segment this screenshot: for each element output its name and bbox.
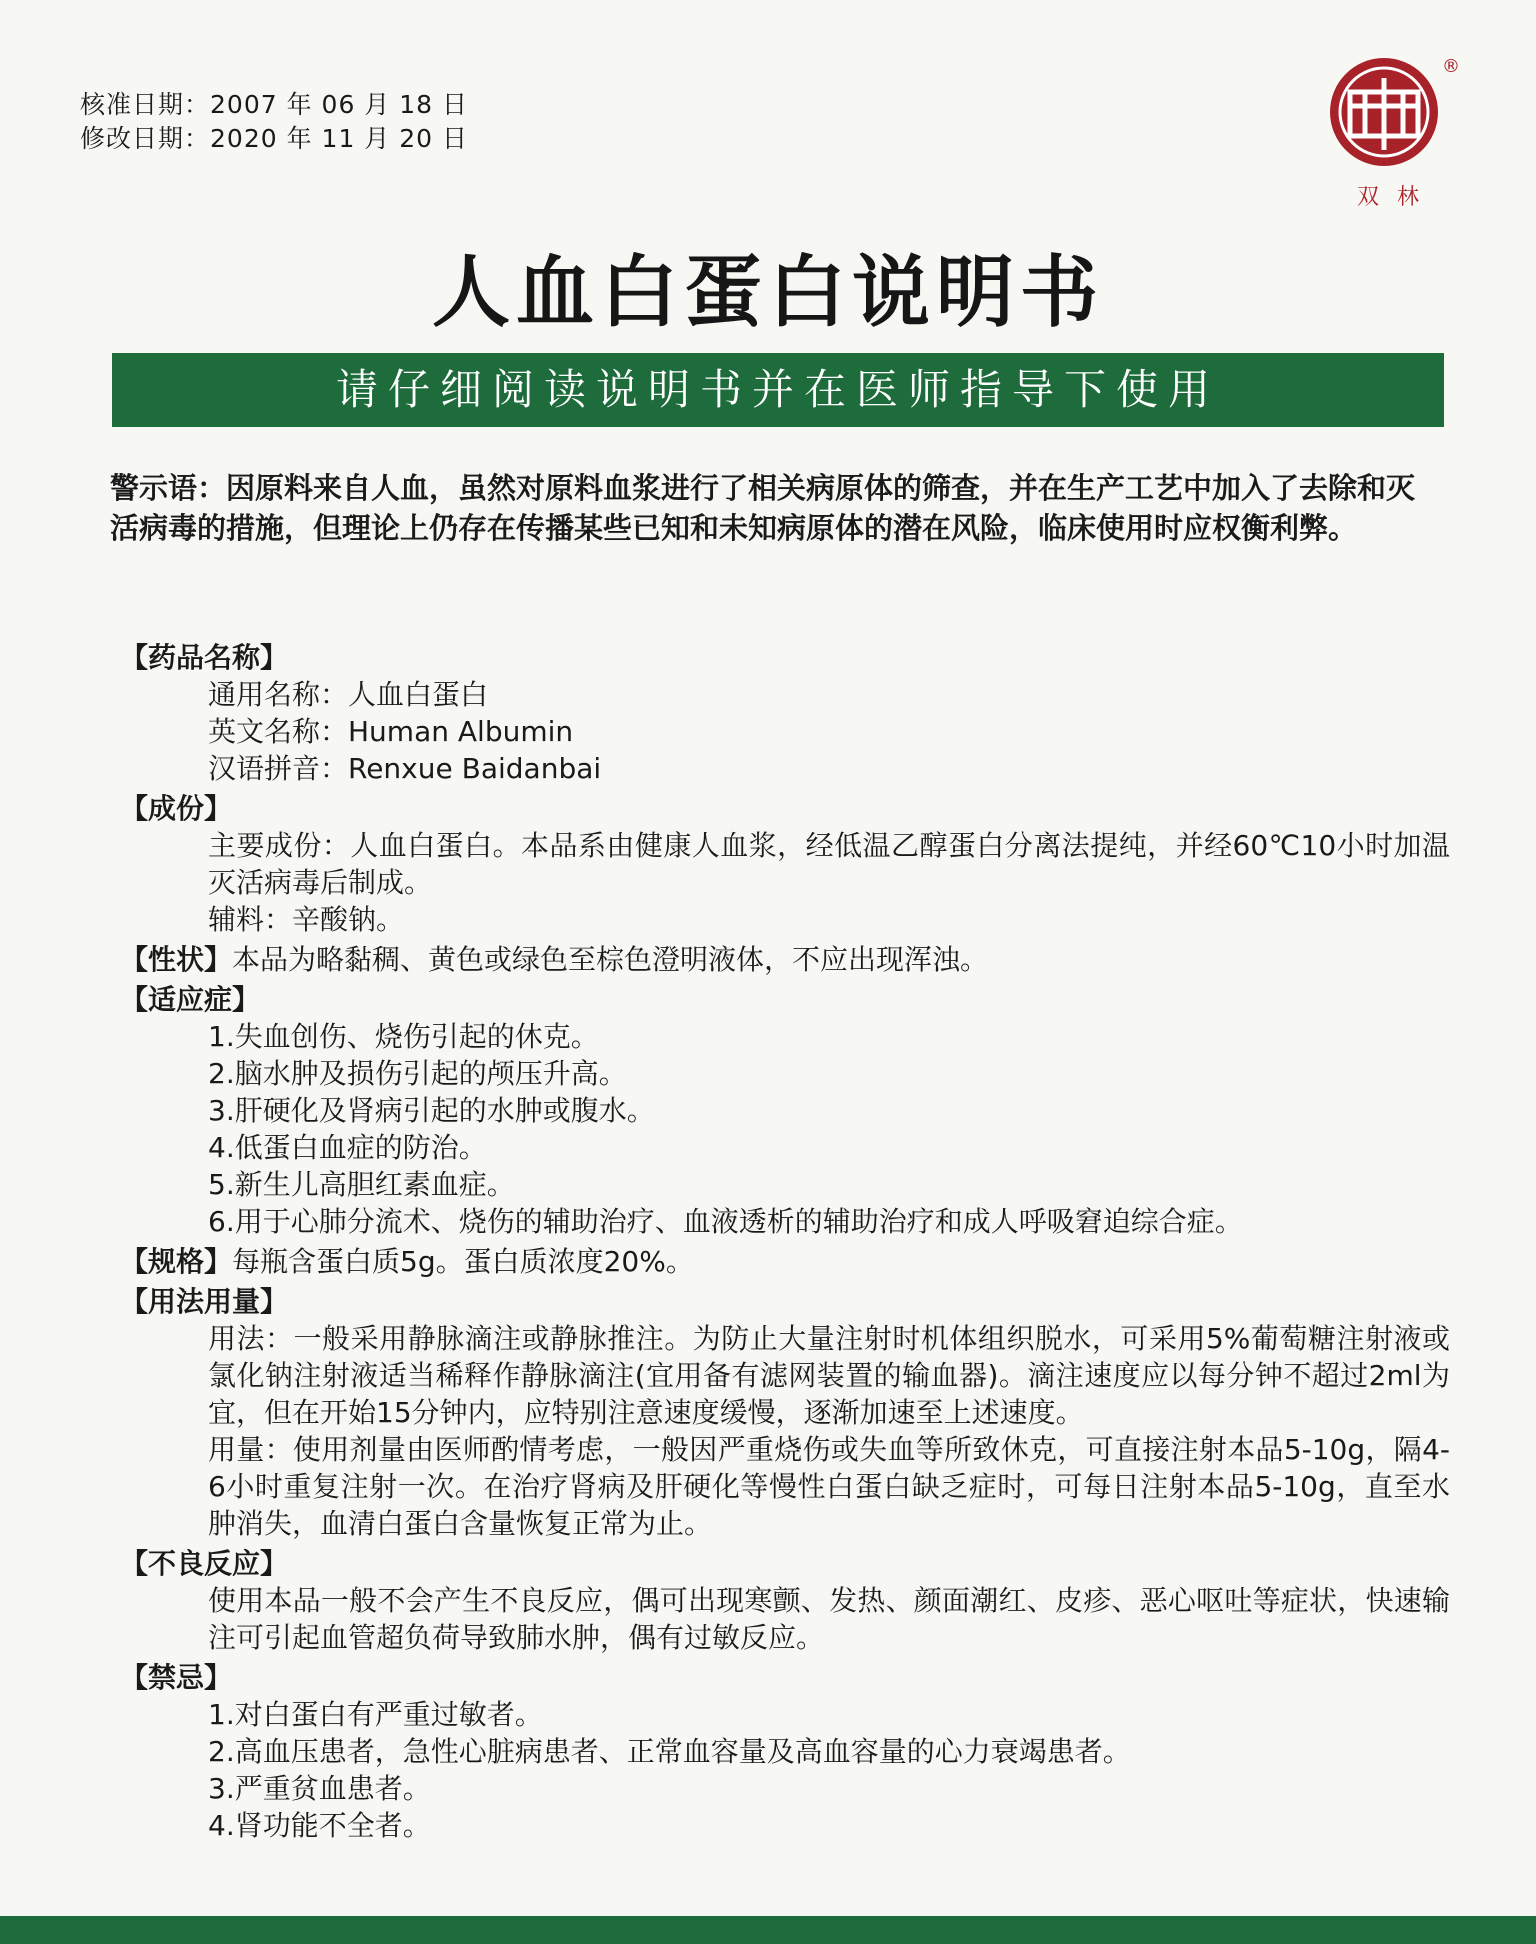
section-heading-composition: 【成份】 [120, 792, 233, 825]
brand-name: 双林 [1356, 185, 1437, 210]
globe-emblem-icon [1328, 56, 1440, 168]
pinyin-name: 汉语拼音：Renxue Baidanbai [208, 752, 602, 785]
revise-date-label: 修改日期： [80, 124, 211, 153]
dosage-usage: 用法：一般采用静脉滴注或静脉推注。为防止大量注射时机体组织脱水，可采用5%葡萄糖注射液或氯化钠注射液适当稀释作静脉滴注(宜用备有滤网装置的输血器)。滴注速度应以每分钟不超过2ml为宜，但在开始15分钟内，应特别注意速度缓慢，逐渐加速至上述速度。 [208, 1322, 1450, 1429]
section-heading-drug-name: 【药品名称】 [120, 641, 289, 674]
approve-date-value: 2007 年 06 月 18 日 [210, 90, 468, 119]
instruction-banner [112, 353, 1444, 427]
section-heading-adverse: 【不良反应】 [120, 1547, 289, 1580]
section-heading-dosage: 【用法用量】 [120, 1285, 289, 1318]
dosage-amount: 用量：使用剂量由医师酌情考虑，一般因严重烧伤或失血等所致休克，可直接注射本品5-10g，隔4-6小时重复注射一次。在治疗肾病及肝硬化等慢性白蛋白缺乏症时，可每日注射本品5-10g，直至水肿消失，血清白蛋白含量恢复正常为止。 [208, 1433, 1450, 1540]
english-name: 英文名称：Human Albumin [208, 715, 574, 748]
excipient: 辅料：辛酸钠。 [208, 903, 405, 936]
banner-text: 请仔细阅读说明书并在医师指导下使用 [335, 365, 1220, 414]
section-heading-indications: 【适应症】 [120, 983, 261, 1016]
indication-item: 4.低蛋白血症的防治。 [208, 1131, 487, 1164]
section-specification [120, 1243, 1450, 1280]
section-appearance [120, 941, 1450, 978]
registered-mark: ® [1442, 56, 1460, 77]
revise-date-value: 2020 年 11 月 20 日 [210, 124, 468, 153]
revise-date-row [80, 122, 468, 156]
main-ingredient: 主要成份：人血白蛋白。本品系由健康人血浆，经低温乙醇蛋白分离法提纯，并经60℃10小时加温灭活病毒后制成。 [208, 829, 1450, 899]
approval-dates [80, 88, 468, 156]
contraindication-item: 2.高血压患者，急性心脏病患者、正常血容量及高血容量的心力衰竭患者。 [208, 1735, 1131, 1768]
indication-item: 3.肝硬化及肾病引起的水肿或腹水。 [208, 1094, 655, 1127]
section-heading-contraindications: 【禁忌】 [120, 1661, 233, 1694]
contraindication-item: 3.严重贫血患者。 [208, 1772, 431, 1805]
page-title: 人血白蛋白说明书 [431, 248, 1104, 338]
brand-logo [1328, 56, 1460, 216]
approve-date-label: 核准日期： [80, 90, 211, 119]
leaflet-content [120, 636, 1450, 1844]
appearance-text: 本品为略黏稠、黄色或绿色至棕色澄明液体，不应出现浑浊。 [232, 943, 989, 976]
contraindication-item: 1.对白蛋白有严重过敏者。 [208, 1698, 543, 1731]
generic-name: 通用名称：人血白蛋白 [208, 678, 489, 711]
indication-item: 1.失血创伤、烧伤引起的休克。 [208, 1020, 599, 1053]
section-heading-appearance: 【性状】 [120, 943, 233, 976]
adverse-text: 使用本品一般不会产生不良反应，偶可出现寒颤、发热、颜面潮红、皮疹、恶心呕吐等症状，快速输注可引起血管超负荷导致肺水肿，偶有过敏反应。 [208, 1584, 1450, 1654]
approve-date-row [80, 88, 468, 122]
indication-item: 6.用于心肺分流术、烧伤的辅助治疗、血液透析的辅助治疗和成人呼吸窘迫综合症。 [208, 1205, 1243, 1238]
contraindication-item: 4.肾功能不全者。 [208, 1809, 431, 1842]
section-heading-specification: 【规格】 [120, 1245, 233, 1278]
footer-bar [0, 1916, 1536, 1944]
warning-text: 警示语：因原料来自人血，虽然对原料血浆进行了相关病原体的筛查，并在生产工艺中加入了去除和灭活病毒的措施，但理论上仍存在传播某些已知和未知病原体的潜在风险，临床使用时应权衡利弊。 [110, 471, 1416, 545]
indication-item: 2.脑水肿及损伤引起的颅压升高。 [208, 1057, 627, 1090]
indication-item: 5.新生儿高胆红素血症。 [208, 1168, 515, 1201]
specification-text: 每瓶含蛋白质5g。蛋白质浓度20%。 [232, 1245, 694, 1278]
